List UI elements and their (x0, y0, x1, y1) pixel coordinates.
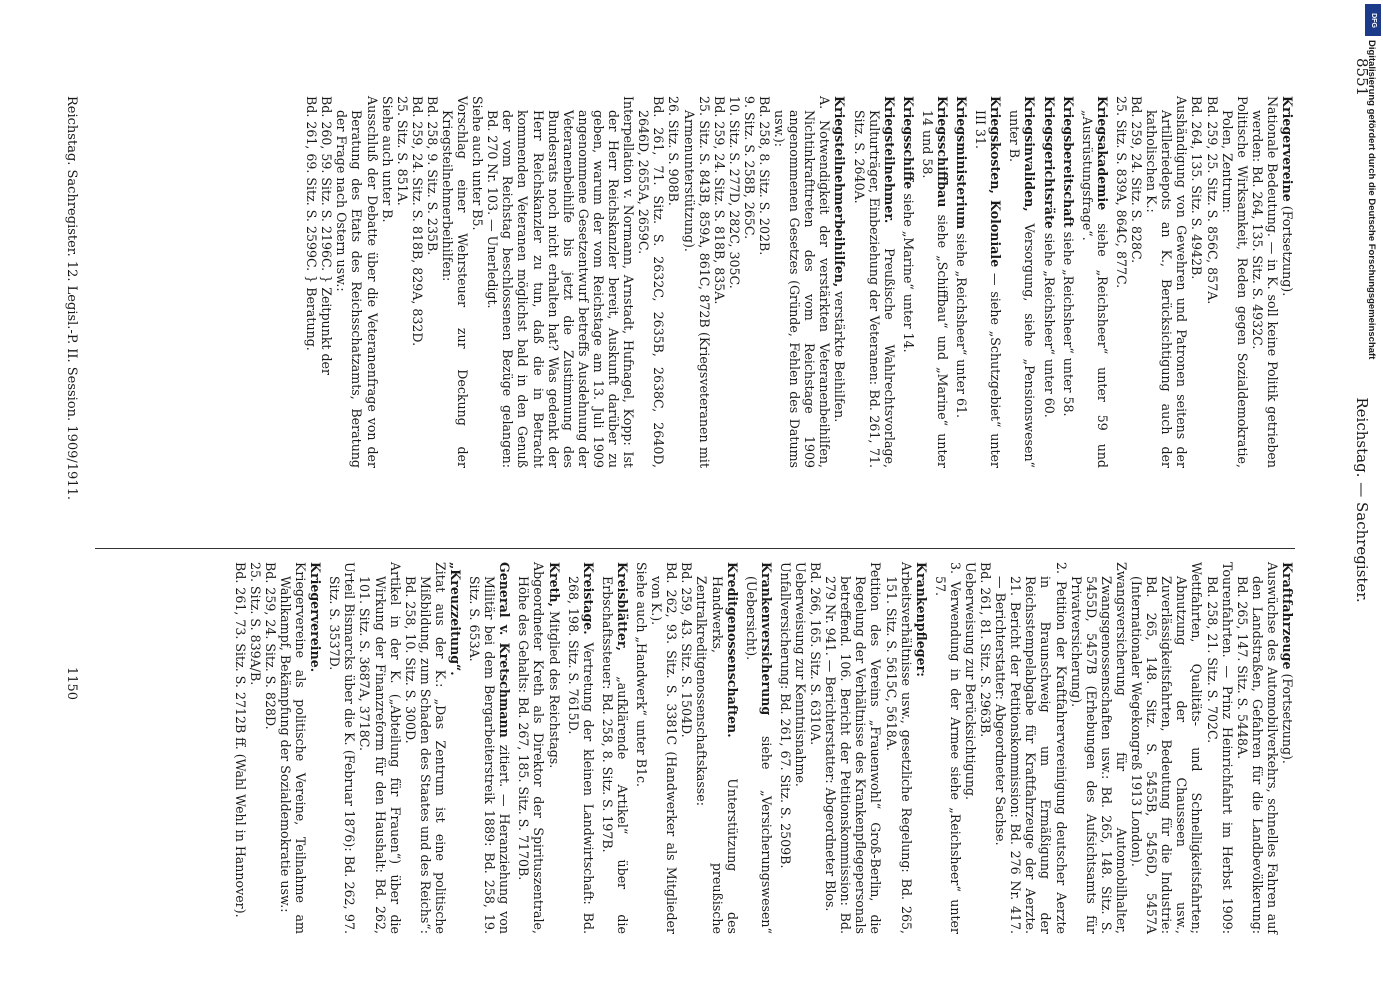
entry-reference: Bd. 261, 71. Sitz. S. 2632C, 2635B, 2638C, 2640D, 2646D, 2655A, 2659C. (636, 96, 667, 468)
entry-text: siehe „Reichsheer“ unter 59 und „Ausrüstungsfrage“. (1079, 110, 1110, 468)
register-entry (1061, 96, 1076, 468)
entry-keyword: Kriegervereine. (308, 562, 324, 673)
entry-head (1042, 96, 1057, 468)
entry-keyword: Kriegsgerichtsräte (1041, 96, 1057, 229)
page-number-header: 8551 (1353, 58, 1371, 97)
entry-text: Mitglied des Reichstags. (546, 610, 562, 769)
register-entry (634, 562, 740, 934)
entry-head (901, 96, 916, 468)
entry-reference: Kriegervereine als politische Vereine, Teilnahme am Wahlkampf, Bekämpfung der Sozialdemokratie usw.: (278, 562, 309, 934)
entry-reference: Bd. 258, 9. Sitz. S. 235B. (424, 96, 440, 256)
entry-reference: Bd. 262, 93. Sitz. S. 3381C (Handwerker als Mitglieder von K.). (649, 562, 680, 934)
entry-reference: 3. Verwendung in der Armee siehe „Reichsheer“ unter 57. (932, 562, 963, 934)
entry-reference: Politische Wirksamkeit, Reden gegen Sozialdemokratie, Polen, Zentrum: (1219, 96, 1250, 468)
entry-text: zitiert. — Heranziehung von Militär bei dem Bergarbeiterstreik 1889: Bd. 258, 19. Sitz. S. 653A. (467, 576, 513, 934)
entry-keyword: Kreisblätter, (614, 562, 630, 651)
entry-head (954, 96, 969, 468)
entry-keyword: Kriegsministerium (954, 96, 970, 230)
entry-reference: 2. Petition der Kraftfahrervereinigung deutscher Aerzte in Braunschweig um Ermäßigung der Reichsstempelabgabe für Kraftfahrzeuge der Aerzte. 21. Bericht der Petitionskommission: Bd. 276 Nr. 417. — Berichterstatter: Abgeordneter Sachse. (993, 562, 1069, 934)
dfg-logo (1365, 4, 1381, 36)
register-entry (920, 96, 950, 468)
entry-text: siehe „Versicherungswesen“ (Uebersicht). (743, 576, 774, 934)
entry-reference: Unfallversicherung: Bd. 261, 67. Sitz. S. 2509B. (777, 562, 793, 869)
entry-text: (Fortsetzung). (1280, 205, 1295, 297)
entry-reference: Siehe auch „Handwerk“ unter B1c. (634, 562, 650, 788)
entry-reference: Nationale Bedeutung. — in K. soll keine Politik getrieben werden: Bd. 264, 135. Sitz. S. 4932C. (1249, 96, 1280, 468)
entry-head (1280, 96, 1295, 468)
entry-text: verstärkte Beihilfen. (832, 291, 848, 423)
entry-keyword: Kriegskosten, Koloniale (988, 96, 1004, 268)
entry-reference: Bd. 261, 81. Sitz. S. 2963B. (978, 562, 994, 738)
entry-reference: Wettfahrten, Qualitäts- und Schnelligkeitsfahrten; Abnutzung der Chausseen usw., Zuverlässigkeitsfahrten, Bedeutung für die Industrie: Bd. 265, 148. Sitz. S. 5455B, 5456D, 5457A (Internationaler Wegekongreß 1913 London). (1129, 562, 1205, 934)
entry-head (914, 562, 929, 934)
entry-reference: Bd. 264, 135. Sitz. S. 4942B. (1189, 96, 1205, 280)
footer-page-number: 1150 (64, 666, 79, 700)
entry-keyword: Kriegervereine (1280, 96, 1295, 202)
register-entry (1080, 96, 1110, 468)
entry-head (566, 562, 596, 934)
entry-reference: Bd. 261, 73. Sitz. S. 2712B ff. (Wahl Wehl in Hannover). (232, 562, 248, 918)
column-divider (95, 548, 1295, 549)
entry-keyword: Kriegsteilnehmer. (881, 96, 897, 224)
register-entry (467, 562, 512, 934)
register-entry (1042, 96, 1057, 468)
register-entry (778, 562, 929, 934)
entry-text: „aufklärende Artikel“ über die Erbschaftssteuer: Bd. 258, 8. Sitz. S. 197B. (599, 576, 630, 934)
register-entry (901, 96, 916, 468)
entry-text: Vertretung der kleinen Landwirtschaft: Bd. 268, 198. Sitz. S. 7615D. (565, 576, 596, 934)
entry-head (832, 96, 847, 468)
entry-head (1080, 96, 1110, 468)
entry-reference: Bd. 260, 59. Sitz. S. 2196C. } Zeitpunkt der (319, 96, 335, 376)
entry-head (467, 562, 512, 934)
entry-keyword: Kreistage. (580, 562, 596, 635)
entry-head (920, 96, 950, 468)
entry-text: siehe „Reichsheer“ unter 61. (954, 233, 970, 419)
entry-head (308, 562, 323, 934)
entry-keyword: Kriegsinvaliden, (1022, 96, 1038, 212)
register-entry (304, 96, 847, 468)
entry-head (1280, 562, 1295, 934)
logo-label: DFG (1369, 12, 1377, 28)
entry-reference: Zwangsversicherung für Automobilhalter, Zwangsgenossenschaften usw.: Bd. 265, 148. Sitz. S. 5455D, 5457B (Erhebungen des Aufsichtsamts für Privatversicherung). (1068, 562, 1129, 934)
entry-head (744, 562, 774, 934)
entry-reference: 26. Sitz. S. 908B. (666, 96, 682, 206)
entry-keyword: Kriegsteilnehmerbeihilfen, (832, 96, 848, 288)
entry-text: — siehe „Schutzgebiet“ unter III 31. (973, 110, 1004, 468)
entry-reference: Bd. 259, 24. Sitz. S. 828C. (1129, 96, 1145, 264)
entry-reference: Ausschluß der Debatte über die Veteranenfrage von der Beratung des Etats des Reichsschatzamts, Beratung der Frage nach Ostern usw.: (334, 96, 380, 468)
entry-keyword: Krankenpfleger: (913, 562, 929, 677)
entry-head (694, 562, 739, 934)
entry-reference: Siehe auch unter B5. (470, 96, 486, 231)
register-entry (933, 562, 1295, 934)
entry-text: Unterstützung des Handwerks, preußische Zentralkreditgenossenschaftskasse: (694, 576, 740, 934)
entry-reference: Zitat aus der K.: „Das Zentrum ist eine politische Mißbildung, zum Schaden des Staates und des Reichs“: Bd. 258, 10. Sitz. S. 300D. (402, 562, 448, 934)
register-entry (516, 562, 561, 934)
entry-reference: 25. Sitz. S. 839A, 864C, 877C. (1113, 96, 1129, 289)
entry-reference: Bd. 258, 8. Sitz. S. 202B. (757, 96, 772, 256)
entry-keyword: Kriegsakademie (1094, 96, 1110, 211)
entry-reference: Bd. 259, 24. Sitz. S. 818B, 829A, 832D. (409, 96, 425, 347)
entry-reference: Auswüchse des Automobilverkehrs, schnelles Fahren auf den Landstraßen, Gefahren für die Landbevölkerung: Bd. 265, 147. Sitz. S. 5448A. (1234, 562, 1280, 934)
entry-keyword: Krankenversicherung (758, 562, 774, 716)
running-header: Reichstag. — Sachregister. (1353, 397, 1371, 603)
entry-reference: Ueberweisung zur Kenntnisnahme. (793, 562, 808, 787)
entry-reference: Bd. 259, 25. Sitz. S. 856C, 857A. (1204, 96, 1220, 305)
register-entry (1007, 96, 1037, 468)
entry-reference: Vorschlag einer Wehrsteuer zur Deckung der Kriegsteilnehmerbeihilfen: (440, 96, 471, 468)
entry-reference: Bd. 259, 24. Sitz. S. 828D. (262, 562, 278, 730)
entry-reference: Ueberweisung zur Berücksichtigung. (963, 562, 979, 800)
entry-text: siehe „Reichsheer“ unter 58. (1060, 231, 1076, 417)
register-entry (954, 96, 969, 468)
entry-head (448, 562, 463, 934)
entry-reference: 25. Sitz. S. 851A. (394, 96, 410, 206)
entry-reference: 9. Sitz. S. 258B, 265C. (741, 96, 757, 240)
register-entry (233, 562, 324, 934)
entry-head (851, 96, 896, 468)
entry-text: siehe „Reichsheer“ unter 60. (1041, 232, 1057, 418)
entry-reference: Petition des Vereins „Frauenwohl“ Groß-Berlin, die Regelung der Verhältnisse des Krankenpflegepersonals betreffend. 106. Bericht der Petitionskommission: Bd. 279 Nr. 941. — Berichterstatter: Abgeordneter Blos. (823, 562, 884, 934)
entry-text: (Fortsetzung). (1280, 673, 1295, 764)
register-entry (566, 562, 596, 934)
credit-text: Digitalisierung gefördert durch die Deutsche Forschungsgemeinschaft (1366, 40, 1377, 360)
entry-reference: A. Notwendigkeit der verstärkten Veteranenbeihilfen, Nichtinkrafttreten des vom Reichstage 1909 angenommenen Gesetzes (Gründe, Fehlen des Datums usw.): (772, 96, 833, 468)
entry-reference: Arbeitsverhältnisse usw., gesetzliche Regelung: Bd. 265, 151. Sitz. S. 5615C, 5618A. (883, 562, 914, 934)
entry-keyword: „Kreuzzeitung“. (448, 562, 464, 676)
column-left (300, 96, 1295, 468)
entry-head (1061, 96, 1076, 468)
entry-head (1007, 96, 1037, 468)
entry-keyword: Kraftfahrzeuge (1280, 562, 1295, 670)
column-right (229, 562, 1295, 934)
entry-reference: Bd. 266, 165. Sitz. S. 6310A. (808, 562, 824, 746)
register-entry (973, 96, 1003, 468)
entry-reference: Bd. 259, 24. Sitz. S. 818B, 835A. (711, 96, 727, 305)
entry-reference: Siehe auch unter B. (379, 96, 395, 223)
entry-reference: Bd. 261, 69. Sitz. S. 2599C. } Beratung. (304, 96, 320, 351)
entry-head (973, 96, 1003, 468)
entry-reference: Tourenfahrten. — Prinz Heinrichfahrt im Herbst 1909: Bd. 258, 21. Sitz. S. 702C. (1204, 562, 1235, 934)
register-entry (600, 562, 630, 934)
entry-keyword: Kriegsbereitschaft (1060, 96, 1076, 228)
entry-head (600, 562, 630, 934)
entry-head (547, 562, 562, 934)
digitization-credit (1365, 40, 1379, 940)
entry-reference: Abgeordneter Kreth als Direktor der Spirituszentrale, Höhe des Gehalts: Bd. 267, 185. Sitz. S. 7170B. (516, 562, 547, 934)
entry-keyword: General v. Kretschmann (497, 562, 513, 738)
entry-keyword: Kreditgenossenschaften. (724, 562, 740, 738)
entry-keyword: Kreth, (546, 562, 562, 607)
register-entry (744, 562, 774, 934)
entry-keyword: Kriegsschiffe (900, 96, 916, 190)
entry-reference: 10. Sitz. S. 277D, 282C, 305C. (726, 96, 742, 289)
entry-reference: 25. Sitz. S. 839A/B. (247, 562, 263, 686)
entry-text: siehe „Marine“ unter 14. (900, 193, 916, 353)
entry-text: Preußische Wahlrechtsvorlage, Kulturträger, Einbeziehung der Veteranen: Bd. 261, 71. Sitz. S. 2640A. (851, 110, 897, 468)
entry-reference: Artikel in der K. („Abteilung für Frauen“) über die Wirkung der Finanzreform für den Haushalt: Bd. 262, 101. Sitz. S. 3687A, 3718C. (357, 562, 403, 934)
register-entry (851, 96, 896, 468)
entry-keyword: Kriegsschiffbau (935, 96, 951, 208)
entry-reference: Bd. 259, 43. Sitz. S. 1504D. (679, 562, 695, 738)
footer-note: Reichstag. Sachregister. 12. Legisl.-P. II. Session. 1909/1911. (64, 96, 79, 500)
entry-reference: Urteil Bismarcks über die K. (Februar 1876): Bd. 262, 97. Sitz. S. 3537D. (327, 562, 358, 934)
entry-text: siehe „Schiffbau“ und „Marine“ unter 14 und 58. (919, 110, 951, 468)
entry-reference: Aushändigung von Gewehren und Patronen seitens der Artilleriedepots an K., Berücksichtigung auch der katholischen K.: (1144, 96, 1190, 468)
register-entry (327, 562, 463, 934)
entry-text: Versorgung, siehe „Pensionswesen“ unter B. (1007, 110, 1038, 468)
entry-reference: 25. Sitz. S. 843B, 859A, 861C, 872B (Kriegsveteranen mit Armenunterstützung). (681, 96, 712, 468)
register-entry (1114, 96, 1295, 468)
entry-reference: Interpellation v. Normann, Arnstadt, Hufnagel, Kopp: Ist der Herr Reichskanzler bereit, Auskunft darüber zu geben, warum der vom Reichstage am 13. Juli 1909 angenommene Gesetzentwurf betreffs Ausdehnung der Veteranenbeihilfe bis jetzt die Zustimmung des Bundesrats noch nicht erhalten hat? Was gedenkt der Herr Reichskanzler zu tun, daß die in Betracht kommenden Veteranen möglichst bald in den Genuß der vom Reichstag beschlossenen Bezüge gelangen: Bd. 270 Nr. 103. — Unerledigt. (485, 96, 637, 468)
